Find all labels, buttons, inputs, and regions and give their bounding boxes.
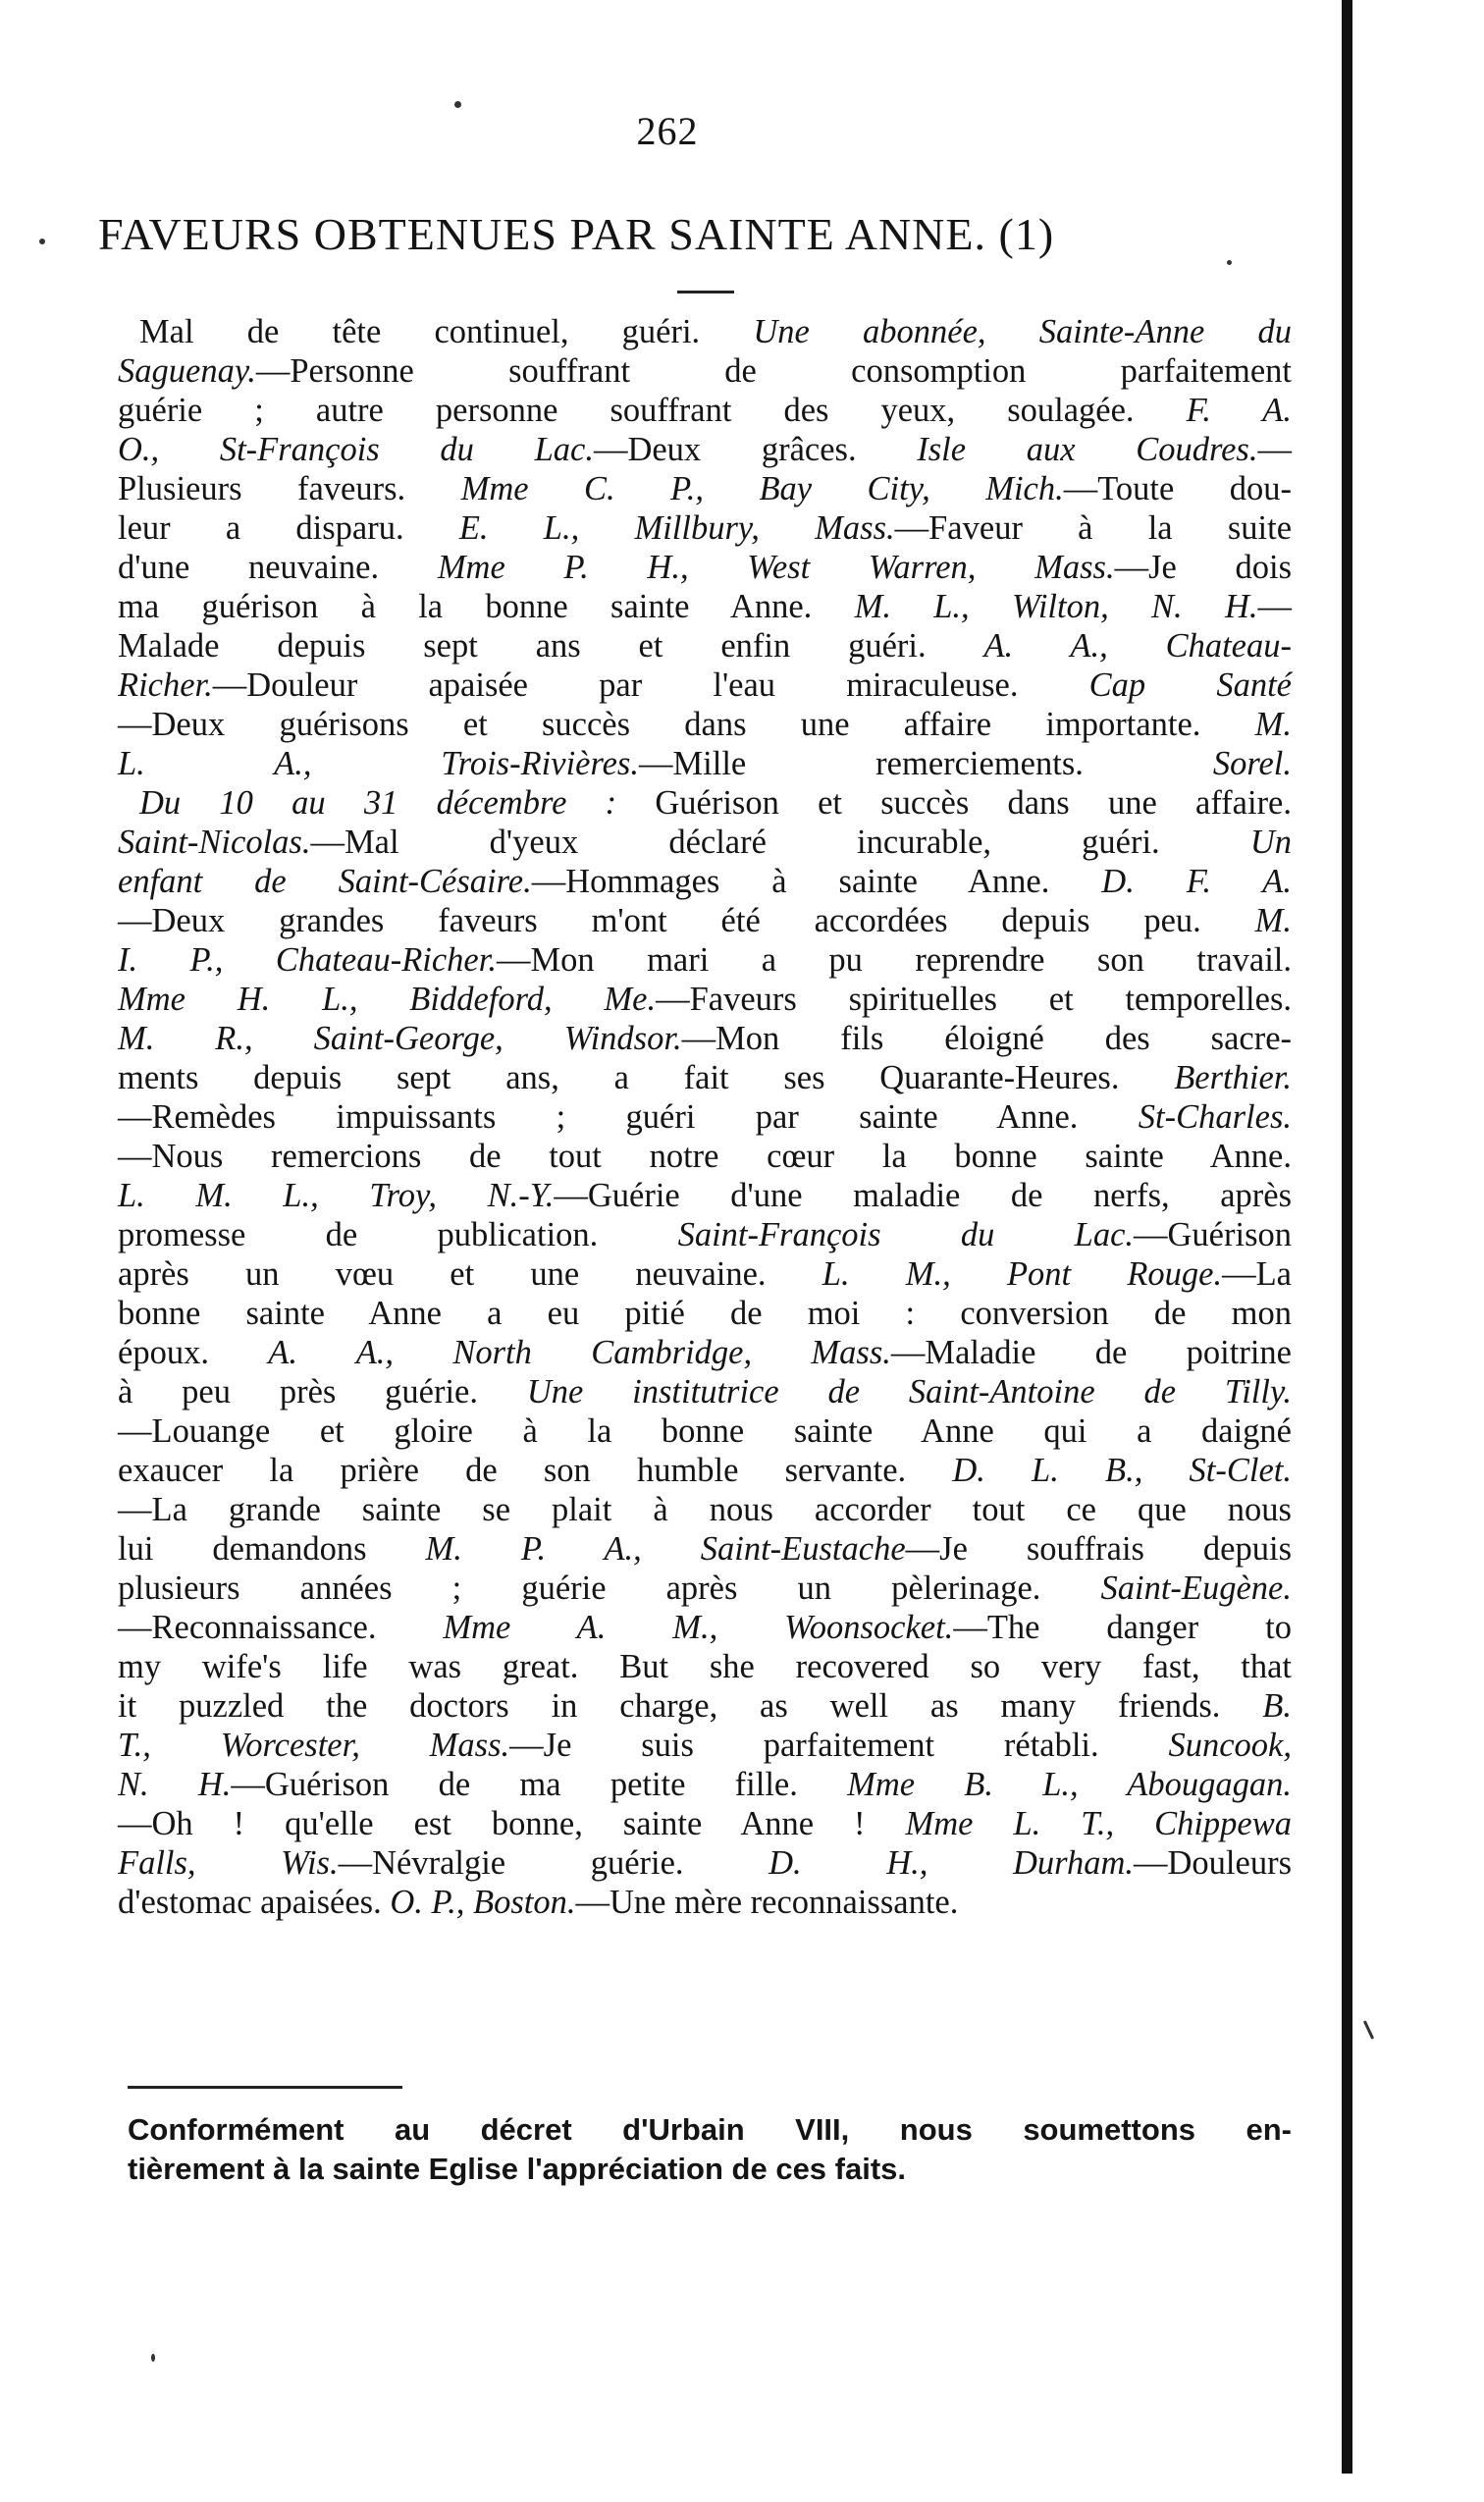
- italic-reference: L. M., Pont Rouge.: [822, 1255, 1223, 1293]
- text-line: [118, 783, 1292, 823]
- text-segment: lui demandons: [118, 1530, 426, 1568]
- text-line: [118, 980, 1292, 1019]
- text-line: [118, 1451, 1292, 1490]
- text-line: [118, 901, 1292, 940]
- text-segment: bonne sainte Anne a eu pitié de moi : conversion de mon: [118, 1295, 1292, 1332]
- text-line: [118, 626, 1292, 665]
- text-line: [118, 1372, 1292, 1411]
- italic-reference: Une abonnée, Sainte-Anne du: [753, 313, 1292, 350]
- text-line: [118, 940, 1292, 980]
- print-speck: [1363, 2020, 1374, 2039]
- italic-reference: Mme L. T., Chippewa: [905, 1805, 1292, 1842]
- italic-reference: Sorel.: [1212, 745, 1292, 782]
- text-line: [118, 508, 1292, 548]
- italic-reference: Saguenay.: [118, 352, 256, 390]
- footnote-line: Conformément au décret d'Urbain VIII, nous soumettons en-: [128, 2112, 1292, 2147]
- italic-reference: E. L., Millbury, Mass.: [458, 509, 895, 547]
- text-segment: —Toute dou-: [1063, 470, 1292, 507]
- italic-reference: D. F. A.: [1101, 863, 1292, 900]
- text-line: [118, 1490, 1292, 1529]
- italic-reference: O., St-François du Lac.: [118, 431, 594, 468]
- text-line: [118, 587, 1292, 626]
- text-line: [118, 1843, 1292, 1883]
- text-segment: —Remèdes impuissants ; guéri par sainte Anne.: [118, 1098, 1139, 1136]
- text-segment: —Mal d'yeux déclaré incurable, guéri.: [310, 824, 1250, 861]
- italic-reference: Une institutrice de Saint-Antoine de Tilly.: [526, 1373, 1292, 1411]
- title-divider: [677, 291, 734, 293]
- text-segment: my wife's life was great. But she recovered so very fast, that: [118, 1648, 1292, 1685]
- text-line: [118, 351, 1292, 391]
- text-segment: —La: [1222, 1255, 1292, 1293]
- italic-reference: Un: [1249, 824, 1292, 861]
- text-segment: —Deux guérisons et succès dans une affaire importante.: [118, 706, 1255, 743]
- text-segment: Malade depuis sept ans et enfin guéri.: [118, 627, 984, 665]
- text-line: [118, 391, 1292, 430]
- italic-reference: L. A., Trois-Rivières.: [118, 745, 639, 782]
- italic-reference: O. P., Boston.: [390, 1884, 576, 1921]
- text-line: [118, 1529, 1292, 1569]
- text-segment: ments depuis sept ans, a fait ses Quarante-Heures.: [118, 1059, 1175, 1096]
- italic-reference: D. L. B., St-Clet.: [952, 1452, 1292, 1489]
- text-segment: —Maladie de poitrine: [890, 1334, 1292, 1371]
- text-segment: ma guérison à la bonne sainte Anne.: [118, 588, 855, 625]
- italic-reference: M. R., Saint-George, Windsor.: [118, 1020, 682, 1057]
- text-line: [118, 665, 1292, 705]
- text-line: [118, 1254, 1292, 1294]
- text-segment: —Faveur à la suite: [894, 509, 1293, 547]
- text-segment: d'une neuvaine.: [118, 549, 438, 586]
- italic-reference: Mme H. L., Biddeford, Me.: [118, 981, 657, 1018]
- text-segment: —Une mère reconnaissante.: [575, 1884, 959, 1921]
- italic-reference: St-Charles.: [1138, 1098, 1292, 1136]
- print-speck: [1227, 260, 1232, 265]
- text-segment: —Guérison: [1134, 1216, 1292, 1253]
- text-line: [118, 1137, 1292, 1176]
- italic-reference: I. P., Chateau-Richer.: [118, 941, 497, 979]
- text-segment: —Faveurs spirituelles et temporelles.: [656, 981, 1293, 1018]
- body-text: [118, 312, 1292, 1922]
- text-line: [118, 1726, 1292, 1765]
- italic-reference: Saint-Eugène.: [1100, 1570, 1292, 1607]
- text-segment: —Guérison de ma petite fille.: [231, 1766, 848, 1803]
- text-line: [118, 1176, 1292, 1215]
- text-line: [118, 1765, 1292, 1804]
- text-segment: guérie ; autre personne souffrant des yeux, soulagée.: [118, 392, 1187, 429]
- text-segment: Plusieurs faveurs.: [118, 470, 461, 507]
- text-segment: —Je souffrais depuis: [905, 1530, 1293, 1568]
- text-segment: —Mille remerciements.: [638, 745, 1213, 782]
- print-speck: [454, 101, 461, 108]
- text-segment: —Deux grâces.: [593, 431, 918, 468]
- italic-reference: Isle aux Coudres.: [917, 431, 1258, 468]
- text-line: [118, 1215, 1292, 1254]
- text-segment: —Deux grandes faveurs m'ont été accordées depuis peu.: [118, 902, 1255, 939]
- italic-reference: T., Worcester, Mass.: [118, 1727, 510, 1764]
- italic-reference: Mme P. H., West Warren, Mass.: [437, 549, 1115, 586]
- text-segment: —Louange et gloire à la bonne sainte Anne qui a daigné: [118, 1412, 1292, 1450]
- text-line: [118, 705, 1292, 744]
- italic-reference: M. P. A., Saint-Eustache: [425, 1530, 906, 1568]
- print-speck: [151, 2354, 155, 2362]
- text-line: [118, 548, 1292, 587]
- text-segment: —Guérie d'une maladie de nerfs, après: [554, 1177, 1292, 1214]
- text-line: [118, 1411, 1292, 1451]
- text-segment: —: [1257, 431, 1292, 468]
- text-segment: —Douleur apaisée par l'eau miraculeuse.: [212, 666, 1089, 704]
- text-line: [118, 1294, 1292, 1333]
- footnote: [128, 2110, 1292, 2189]
- text-line: [118, 1333, 1292, 1372]
- italic-reference: Berthier.: [1174, 1059, 1292, 1096]
- page-title: FAVEURS OBTENUES PAR SAINTE ANNE. (1): [98, 209, 1055, 259]
- italic-reference: Mme B. L., Abougagan.: [847, 1766, 1292, 1803]
- italic-reference: L. M. L., Troy, N.-Y.: [118, 1177, 555, 1214]
- text-segment: à peu près guérie.: [118, 1373, 527, 1411]
- text-segment: —: [1257, 588, 1293, 625]
- footnote-divider: [128, 2086, 402, 2089]
- italic-reference: Richer.: [118, 666, 213, 704]
- text-segment: —Reconnaissance.: [118, 1609, 444, 1646]
- italic-reference: Saint-Nicolas.: [118, 824, 311, 861]
- italic-reference: M.: [1254, 706, 1292, 743]
- text-line: [118, 823, 1292, 862]
- text-segment: —Oh ! qu'elle est bonne, sainte Anne !: [118, 1805, 906, 1842]
- text-segment: d'estomac apaisées.: [118, 1884, 391, 1921]
- italic-reference: Cap Santé: [1088, 666, 1292, 704]
- italic-reference: B.: [1262, 1687, 1292, 1725]
- text-line: [118, 862, 1292, 901]
- italic-reference: M. L., Wilton, N. H.: [854, 588, 1258, 625]
- text-segment: —Nous remercions de tout notre cœur la bonne sainte Anne.: [118, 1138, 1292, 1175]
- text-line: [118, 1647, 1292, 1686]
- text-segment: —Mon mari a pu reprendre son travail.: [496, 941, 1292, 979]
- text-line: [118, 312, 1292, 351]
- italic-reference: Suncook,: [1168, 1727, 1292, 1764]
- text-segment: —Je suis parfaitement rétabli.: [509, 1727, 1169, 1764]
- page-number: 262: [636, 109, 699, 153]
- text-segment: Guérison et succès dans une affaire.: [655, 784, 1292, 822]
- text-segment: —Hommages à sainte Anne.: [531, 863, 1102, 900]
- text-segment: —Mon fils éloigné des sacre-: [681, 1020, 1293, 1057]
- text-segment: Mal de tête continuel, guéri.: [139, 313, 754, 350]
- italic-reference: Saint-François du Lac.: [677, 1216, 1135, 1253]
- text-segment: exaucer la prière de son humble servante.: [118, 1452, 953, 1489]
- text-segment: leur a disparu.: [118, 509, 459, 547]
- text-segment: après un vœu et une neuvaine.: [118, 1255, 822, 1293]
- footnote-line: tièrement à la sainte Eglise l'appréciation de ces faits.: [128, 2152, 907, 2186]
- text-line: [118, 1608, 1292, 1647]
- text-line: [118, 1058, 1292, 1097]
- print-speck: [39, 239, 45, 244]
- text-line: [118, 1569, 1292, 1608]
- italic-reference: A. A., Chateau-: [983, 627, 1292, 665]
- text-line: [118, 1686, 1292, 1726]
- italic-reference: D. H., Durham.: [768, 1844, 1135, 1882]
- text-line: [118, 1019, 1292, 1058]
- italic-reference: N. H.: [118, 1766, 232, 1803]
- text-segment: plusieurs années ; guérie après un pèlerinage.: [118, 1570, 1101, 1607]
- text-segment: —Personne souffrant de consomption parfaitement: [255, 352, 1292, 390]
- text-line: [118, 469, 1292, 508]
- text-segment: —Névralgie guérie.: [338, 1844, 769, 1882]
- page-edge-bar: [1342, 0, 1352, 2474]
- text-segment: —La grande sainte se plait à nous accorder tout ce que nous: [118, 1491, 1292, 1528]
- italic-reference: enfant de Saint-Césaire.: [118, 863, 532, 900]
- italic-reference: M.: [1254, 902, 1292, 939]
- text-line: [118, 1804, 1292, 1843]
- italic-reference: Mme C. P., Bay City, Mich.: [460, 470, 1064, 507]
- italic-reference: Falls, Wis.: [118, 1844, 339, 1882]
- text-segment: —The danger to: [953, 1609, 1292, 1646]
- text-segment: époux.: [118, 1334, 269, 1371]
- italic-reference: Mme A. M., Woonsocket.: [443, 1609, 954, 1646]
- italic-reference: A. A., North Cambridge, Mass.: [268, 1334, 891, 1371]
- text-line: [118, 744, 1292, 783]
- text-segment: promesse de publication.: [118, 1216, 678, 1253]
- text-line: [118, 1883, 1292, 1922]
- italic-reference: F. A.: [1186, 392, 1292, 429]
- text-segment: it puzzled the doctors in charge, as well as many friends.: [118, 1687, 1263, 1725]
- text-segment: —Douleurs: [1134, 1844, 1292, 1882]
- text-line: [118, 1097, 1292, 1137]
- text-line: [118, 430, 1292, 469]
- text-segment: —Je dois: [1114, 549, 1293, 586]
- italic-reference: Du 10 au 31 décembre :: [139, 784, 656, 822]
